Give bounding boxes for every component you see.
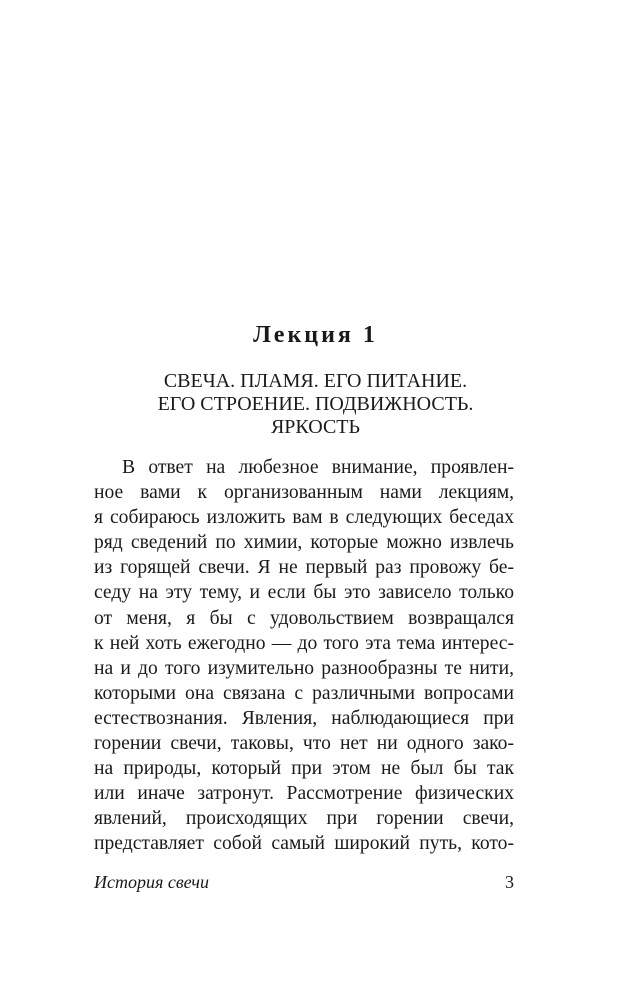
text-line: ное вами к организованным нами лекциям, [94, 482, 514, 504]
text-line: к ней хоть ежегодно — до того эта тема интерес- [94, 632, 514, 654]
lecture-heading: Лекция 1 [253, 322, 378, 348]
subtitle-line: ЯРКОСТЬ [270, 416, 361, 438]
text-line: на природы, который при этом не был бы так [94, 758, 514, 780]
text-line: я собираюсь изложить вам в следующих беседах [94, 507, 514, 529]
text-line: на и до того изумительно разнообразны те нити, [94, 657, 514, 679]
text-line: В ответ на любезное внимание, проявлен- [122, 457, 514, 478]
text-line: от меня, я бы с удовольствием возвращался [94, 607, 514, 629]
text-line: явлений, происходящих при горении свечи, [94, 808, 514, 830]
text-line: горении свечи, таковы, что нет ни одного зако- [94, 733, 514, 755]
lecture-subtitle [0, 370, 631, 439]
body-text [94, 455, 514, 857]
subtitle-line: ЕГО СТРОЕНИЕ. ПОДВИЖНОСТЬ. [157, 393, 474, 415]
text-line: ряд сведений по химии, которые можно извлечь [94, 532, 514, 554]
text-line: которыми она связана с различными вопросами [94, 682, 514, 704]
running-footer-title: История свечи [94, 872, 209, 892]
text-line: естествознания. Явления, наблюдающиеся при [94, 707, 514, 729]
page-number: 3 [505, 872, 514, 892]
subtitle-line: СВЕЧА. ПЛАМЯ. ЕГО ПИТАНИЕ. [163, 370, 468, 392]
text-line: седу на эту тему, и если бы это зависело только [94, 582, 514, 604]
text-line: или иначе затронут. Рассмотрение физических [94, 783, 514, 805]
text-line: представляет собой самый широкий путь, кото- [94, 833, 514, 855]
text-line: из горящей свечи. Я не первый раз провожу бе- [94, 557, 514, 579]
